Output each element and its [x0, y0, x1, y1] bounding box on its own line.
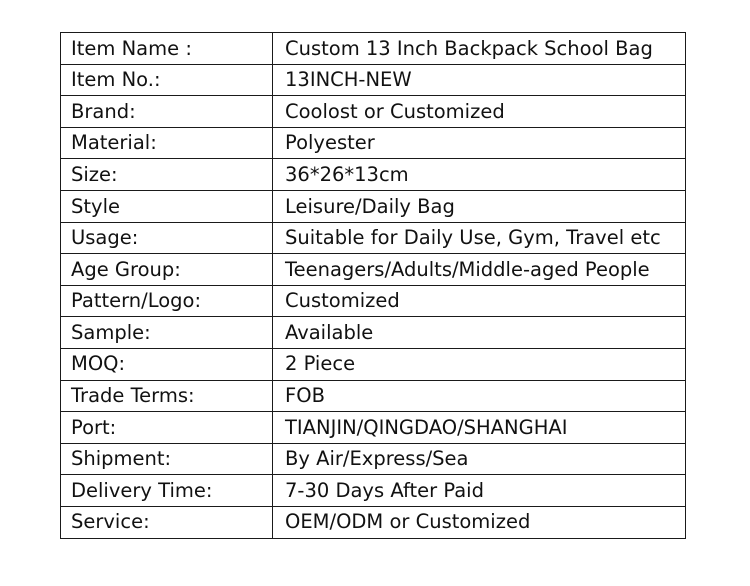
- table-row: [61, 33, 686, 65]
- row-label: Pattern/Logo:: [61, 285, 273, 317]
- row-value: 7-30 Days After Paid: [273, 475, 686, 507]
- row-value: Customized: [273, 285, 686, 317]
- row-label: MOQ:: [61, 348, 273, 380]
- row-label: Usage:: [61, 222, 273, 254]
- table-row: [61, 506, 686, 538]
- table-row: [61, 96, 686, 128]
- row-label: Trade Terms:: [61, 380, 273, 412]
- row-value: By Air/Express/Sea: [273, 443, 686, 475]
- table-row: [61, 475, 686, 507]
- row-label: Shipment:: [61, 443, 273, 475]
- row-label: Size:: [61, 159, 273, 191]
- table-row: [61, 285, 686, 317]
- row-label: Brand:: [61, 96, 273, 128]
- table-row: [61, 348, 686, 380]
- row-value: OEM/ODM or Customized: [273, 506, 686, 538]
- row-value: FOB: [273, 380, 686, 412]
- row-value: Coolost or Customized: [273, 96, 686, 128]
- table-row: [61, 317, 686, 349]
- table-row: [61, 127, 686, 159]
- row-label: Age Group:: [61, 254, 273, 286]
- row-value: 36*26*13cm: [273, 159, 686, 191]
- row-value: Leisure/Daily Bag: [273, 190, 686, 222]
- table-row: [61, 254, 686, 286]
- table-row: [61, 64, 686, 96]
- row-label: Item Name :: [61, 33, 273, 65]
- row-label: Material:: [61, 127, 273, 159]
- row-value: Available: [273, 317, 686, 349]
- table-row: [61, 412, 686, 444]
- row-label: Sample:: [61, 317, 273, 349]
- row-label: Port:: [61, 412, 273, 444]
- row-value: 2 Piece: [273, 348, 686, 380]
- row-value: Polyester: [273, 127, 686, 159]
- product-spec-table: [60, 32, 686, 539]
- table-row: [61, 159, 686, 191]
- row-value: TIANJIN/QINGDAO/SHANGHAI: [273, 412, 686, 444]
- row-label: Style: [61, 190, 273, 222]
- row-label: Delivery Time:: [61, 475, 273, 507]
- row-label: Service:: [61, 506, 273, 538]
- row-value: 13INCH-NEW: [273, 64, 686, 96]
- row-value: Teenagers/Adults/Middle-aged People: [273, 254, 686, 286]
- table-row: [61, 190, 686, 222]
- row-label: Item No.:: [61, 64, 273, 96]
- table-row: [61, 222, 686, 254]
- table-row: [61, 380, 686, 412]
- row-value: Custom 13 Inch Backpack School Bag: [273, 33, 686, 65]
- row-value: Suitable for Daily Use, Gym, Travel etc: [273, 222, 686, 254]
- table-row: [61, 443, 686, 475]
